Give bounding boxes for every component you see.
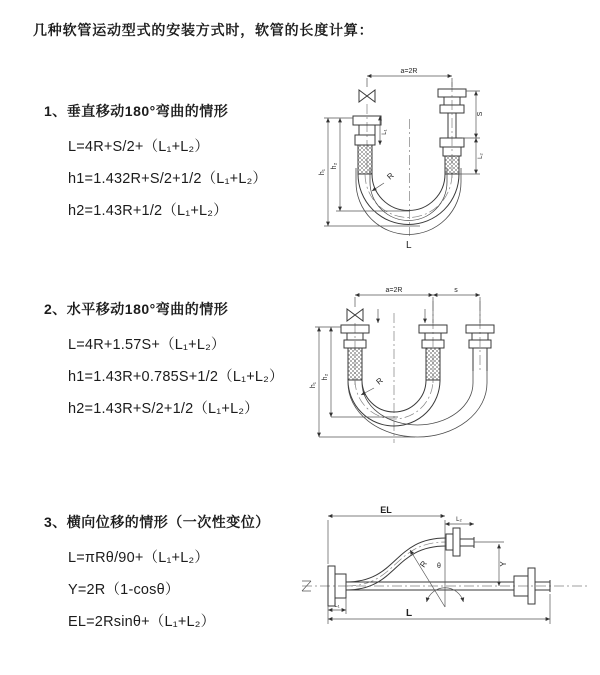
s-label: s xyxy=(454,287,458,294)
section-heading: 1、垂直移动180°弯曲的情形 xyxy=(44,103,229,119)
valve-icon xyxy=(347,309,363,321)
l1-label: L₁ xyxy=(382,129,388,135)
dimension-lines xyxy=(315,295,480,437)
upper-flange-drawing xyxy=(446,528,474,556)
span-label: a=2R xyxy=(400,68,418,75)
h1-label: h₁ xyxy=(319,168,326,176)
l2-label: L₂ xyxy=(478,153,484,159)
diagram-vertical-180-bend xyxy=(310,64,590,263)
hose-position-1 xyxy=(358,174,459,225)
formula-line: L=4R+S/2+（L₁+L₂） xyxy=(68,138,210,155)
angle-label: θ xyxy=(437,563,441,570)
section-horizontal-bend xyxy=(44,299,334,423)
radius-label: R xyxy=(385,170,396,182)
diagram-horizontal-180-bend xyxy=(303,285,583,460)
el-label: EL xyxy=(380,505,392,515)
diagram-lateral-displacement xyxy=(298,498,598,653)
valve-icon xyxy=(359,90,375,102)
braided-hose-left xyxy=(348,348,362,380)
h2-label: h₂ xyxy=(331,162,338,170)
length-label: L xyxy=(406,608,413,619)
hose-position-2 xyxy=(348,371,487,437)
formula-line: EL=2Rsinθ+（L₁+L₂） xyxy=(68,613,216,630)
formula-line: Y=2R（1-cosθ） xyxy=(68,581,180,598)
section-heading: 3、横向位移的情形（一次性变位） xyxy=(44,514,270,530)
fitting-drawings xyxy=(341,325,494,348)
section-vertical-bend xyxy=(44,101,334,225)
dimension-lines xyxy=(328,516,550,624)
formula-line: h2=1.43R+S/2+1/2（L₁+L₂） xyxy=(68,400,259,417)
braided-hose-middle xyxy=(426,348,440,380)
centerline xyxy=(367,82,452,236)
formula-line: h1=1.432R+S/2+1/2（L₁+L₂） xyxy=(68,170,268,187)
formula-line: h2=1.43R+1/2（L₁+L₂） xyxy=(68,202,228,219)
l1-label: L₁ xyxy=(334,603,340,609)
l2-label: L₂ xyxy=(456,517,462,523)
page-title: 几种软管运动型式的安装方式时，软管的长度计算： xyxy=(33,22,374,38)
formula-line: L=πRθ/90+（L₁+L₂） xyxy=(68,549,210,566)
section-heading: 2、水平移动180°弯曲的情形 xyxy=(44,301,229,317)
y-label: Y xyxy=(499,561,508,567)
section-lateral-displacement xyxy=(44,512,334,636)
h1-label: h₁ xyxy=(310,381,317,389)
s-label: S xyxy=(477,111,484,117)
span-label: a=2R xyxy=(385,287,403,294)
radius-label: R xyxy=(374,375,385,387)
radius-label: R xyxy=(418,559,429,570)
formula-line: L=4R+1.57S+（L₁+L₂） xyxy=(68,336,226,353)
h2-label: h₂ xyxy=(322,373,329,381)
length-label: L xyxy=(406,240,412,251)
formula-line: h1=1.43R+0.785S+1/2（L₁+L₂） xyxy=(68,368,284,385)
